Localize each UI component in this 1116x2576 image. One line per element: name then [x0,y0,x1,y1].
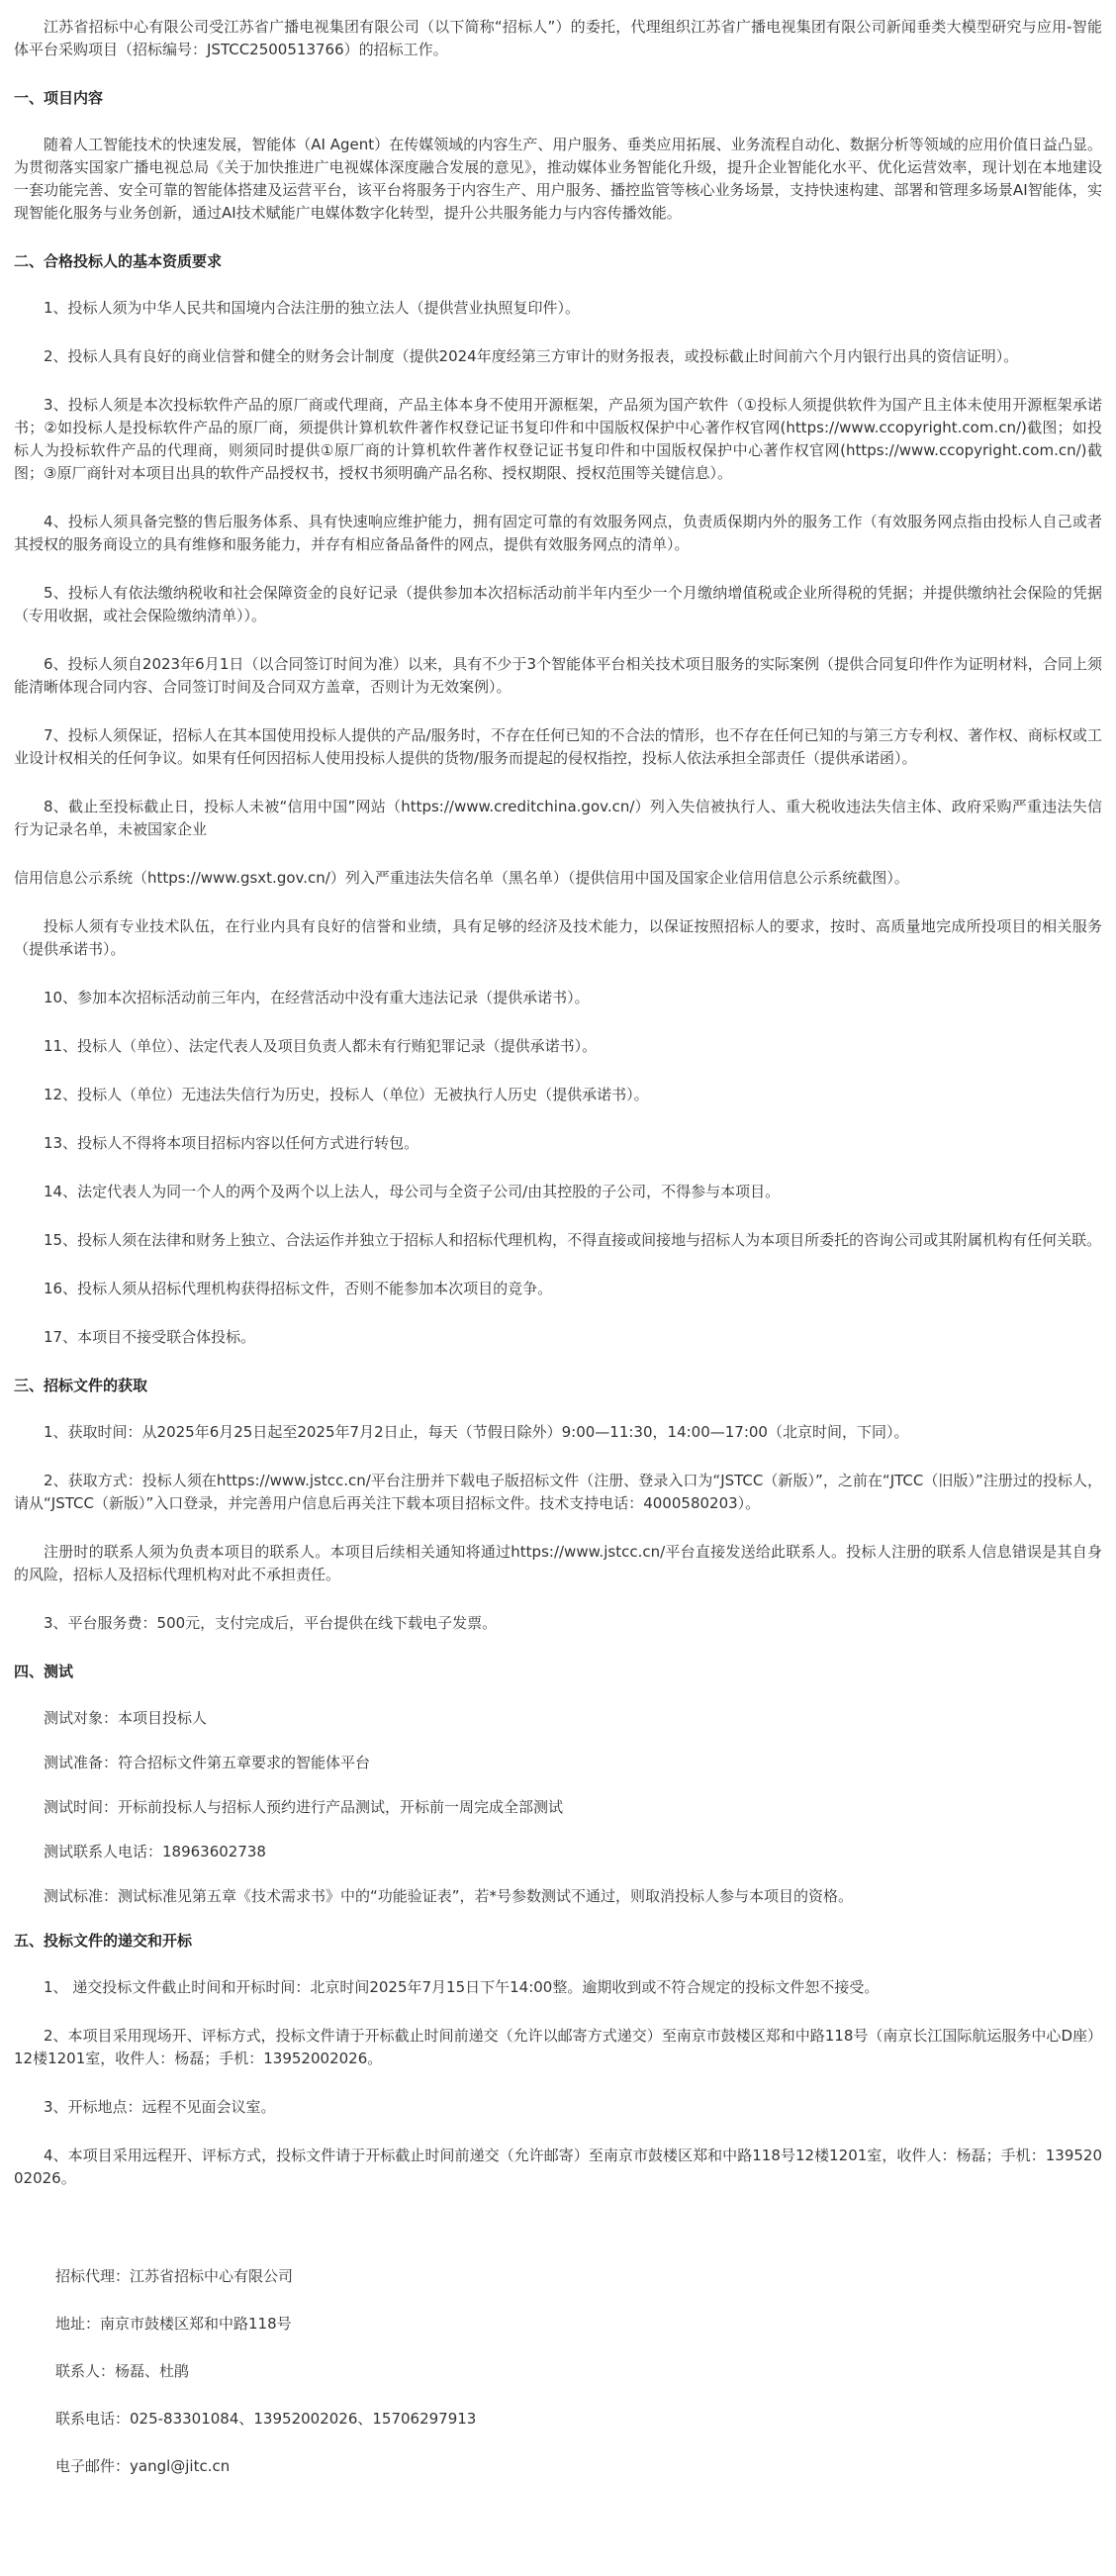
qualification-5: 5、投标人有依法缴纳税收和社会保障资金的良好记录（提供参加本次招标活动前半年内至少一个月缴纳增值税或企业所得税的凭据；并提供缴纳社会保险的凭据（专用收据，或社会保险缴纳清单））。 [14,584,1102,624]
qualification-8: 8、截止至投标截止日，投标人未被“信用中国”网站（https://www.creditchina.gov.cn/）列入失信被执行人、重大税收违法失信主体、政府采购严重违法失信行为记录名单，未被国家企业 [14,798,1102,838]
intro-paragraph: 江苏省招标中心有限公司受江苏省广播电视集团有限公司（以下简称“招标人”）的委托，代理组织江苏省广播电视集团有限公司新闻垂类大模型研究与应用-智能体平台采购项目（招标编号：JSTCC2500513766）的招标工作。 [14,18,1102,58]
qualification-1: 1、投标人须为中华人民共和国境内合法注册的独立法人（提供营业执照复印件）。 [44,299,581,317]
qualification-2: 2、投标人具有良好的商业信誉和健全的财务会计制度（提供2024年度经第三方审计的财务报表，或投标截止时间前六个月内银行出具的资信证明）。 [44,347,1019,365]
qualification-15: 15、投标人须在法律和财务上独立、合法运作并独立于招标人和招标代理机构，不得直接或间接地与招标人为本项目所委托的咨询公司或其附属机构有任何关联。 [44,1231,1102,1249]
qualification-11: 11、投标人（单位）、法定代表人及项目负责人都未有行贿犯罪记录（提供承诺书）。 [44,1037,598,1055]
contact-agency: 招标代理：江苏省招标中心有限公司 [55,2267,294,2285]
test-preparation: 测试准备：符合招标文件第五章要求的智能体平台 [44,1754,371,1771]
acquisition-time: 1、获取时间：从2025年6月25日起至2025年7月2日止，每天（节假日除外）9:00—11:30，14:00—17:00（北京时间，下同）。 [44,1423,909,1441]
acquisition-method: 2、获取方式：投标人须在https://www.jstcc.cn/平台注册并下载电子版招标文件（注册、登录入口为“JSTCC（新版）”，之前在“JTCC（旧版）”注册过的投标人，请从“JSTCC（新版）”入口登录，并完善用户信息后再关注下载本项目招标文件。技术支持电话：4000580203）。 [14,1472,1102,1512]
qualification-9: 投标人须有专业技术队伍，在行业内具有良好的信誉和业绩，具有足够的经济及技术能力，以保证按照招标人的要求，按时、高质量地完成所投项目的相关服务（提供承诺书）。 [14,917,1102,958]
contact-person: 联系人：杨磊、杜鹃 [55,2362,190,2380]
registration-contact-note: 注册时的联系人须为负责本项目的联系人。本项目后续相关通知将通过https://www.jstcc.cn/平台直接发送给此联系人。投标人注册的联系人信息错误是其自身的风险，招标人及招标代理机构对此不承担责任。 [14,1543,1102,1583]
test-object: 测试对象：本项目投标人 [44,1709,208,1727]
qualification-7: 7、投标人须保证，招标人在其本国使用投标人提供的产品/服务时，不存在任何已知的不合法的情形，也不存在任何已知的与第三方专利权、著作权、商标权或工业设计权相关的任何争议。如果有任何因招标人使用投标人提供的货物/服务而提起的侵权指控，投标人依法承担全部责任（提供承诺函）。 [14,726,1102,767]
qualification-3: 3、投标人须是本次投标软件产品的原厂商或代理商，产品主体本身不使用开源框架，产品须为国产软件（①投标人须提供软件为国产且主体未使用开源框架承诺书；②如投标人是投标软件产品的原厂商，须提供计算机软件著作权登记证书复印件和中国版权保护中心著作权官网(https://www.ccopyright.com.cn/)截图；如投标人为投标软件产品的代理商，则须同时提供①原厂商的计算机软件著作权登记证书复印件和中国版权保护中心著作权官网(https://www.ccopyright.com.cn/)截图；③原厂商针对本项目出具的软件产品授权书，授权书须明确产品名称、授权期限、授权范围等关键信息）。 [14,396,1102,482]
test-time: 测试时间：开标前投标人与招标人预约进行产品测试，开标前一周完成全部测试 [44,1798,564,1816]
qualification-13: 13、投标人不得将本项目招标内容以任何方式进行转包。 [44,1134,419,1152]
qualification-17: 17、本项目不接受联合体投标。 [44,1328,256,1346]
spacer [14,2216,1102,2265]
section-4-title: 四、测试 [14,1663,74,1680]
submission-deadline: 1、 递交投标文件截止时间和开标时间：北京时间2025年7月15日下午14:00整。逾期收到或不符合规定的投标文件恕不接受。 [44,1978,880,1996]
section-3-title: 三、招标文件的获取 [14,1377,148,1394]
contact-block [14,2265,1102,2478]
onsite-submission: 2、本项目采用现场开、评标方式，投标文件请于开标截止时间前递交（允许以邮寄方式递交）至南京市鼓楼区郑和中路118号（南京长江国际航运服务中心D座）12楼1201室，收件人：杨磊；手机：13952002026。 [14,2027,1102,2067]
contact-address: 地址：南京市鼓楼区郑和中路118号 [55,2315,292,2333]
opening-location: 3、开标地点：远程不见面会议室。 [44,2098,276,2116]
section-1-paragraph: 随着人工智能技术的快速发展，智能体（AI Agent）在传媒领域的内容生产、用户服务、垂类应用拓展、业务流程自动化、数据分析等领域的应用价值日益凸显。为贯彻落实国家广播电视总局《关于加快推进广电视媒体深度融合发展的意见》，推动媒体业务智能化升级，提升企业智能化水平、优化运营效率，现计划在本地建设一套功能完善、安全可靠的智能体搭建及运营平台，该平台将服务于内容生产、用户服务、播控监管等核心业务场景，支持快速构建、部署和管理多场景AI智能体，实现智能化服务与业务创新，通过AI技术赋能广电媒体数字化转型，提升公共服务能力与内容传播效能。 [14,136,1102,222]
test-standard: 测试标准：测试标准见第五章《技术需求书》中的“功能验证表”，若*号参数测试不通过，则取消投标人参与本项目的资格。 [44,1887,854,1905]
section-1-title: 一、项目内容 [14,89,104,107]
section-2-title: 二、合格投标人的基本资质要求 [14,252,223,270]
qualification-16: 16、投标人须从招标代理机构获得招标文件，否则不能参加本次项目的竞争。 [44,1280,553,1297]
test-contact-phone: 测试联系人电话：18963602738 [44,1843,266,1860]
remote-submission: 4、本项目采用远程开、评标方式，投标文件请于开标截止时间前递交（允许邮寄）至南京市鼓楼区郑和中路118号12楼1201室，收件人：杨磊；手机：13952002026。 [14,2147,1102,2187]
qualification-6: 6、投标人须自2023年6月1日（以合同签订时间为准）以来，具有不少于3个智能体平台相关技术项目服务的实际案例（提供合同复印件作为证明材料，合同上须能清晰体现合同内容、合同签订时间及合同双方盖章，否则计为无效案例）。 [14,655,1102,696]
section-5-title: 五、投标文件的递交和开标 [14,1932,193,1950]
qualification-10: 10、参加本次招标活动前三年内，在经营活动中没有重大违法记录（提供承诺书）。 [44,989,590,1006]
qualification-8-continued: 信用信息公示系统（https://www.gsxt.gov.cn/）列入严重违法失信名单（黑名单）（提供信用中国及国家企业信用信息公示系统截图）。 [14,869,909,887]
qualification-12: 12、投标人（单位）无违法失信行为历史，投标人（单位）无被执行人历史（提供承诺书）。 [44,1086,649,1103]
qualification-4: 4、投标人须具备完整的售后服务体系、具有快速响应维护能力，拥有固定可靠的有效服务网点，负责质保期内外的服务工作（有效服务网点指由投标人自己或者其授权的服务商设立的具有维修和服务能力，并存有相应备品备件的网点，提供有效服务网点的清单）。 [14,513,1102,553]
contact-phone: 联系电话：025-83301084、13952002026、15706297913 [55,2410,477,2428]
platform-fee: 3、平台服务费：500元，支付完成后，平台提供在线下载电子发票。 [44,1614,498,1632]
contact-email[interactable]: 电子邮件：yangl@jitc.cn [55,2457,231,2475]
qualification-14: 14、法定代表人为同一个人的两个及两个以上法人，母公司与全资子公司/由其控股的子公司，不得参与本项目。 [44,1183,781,1200]
